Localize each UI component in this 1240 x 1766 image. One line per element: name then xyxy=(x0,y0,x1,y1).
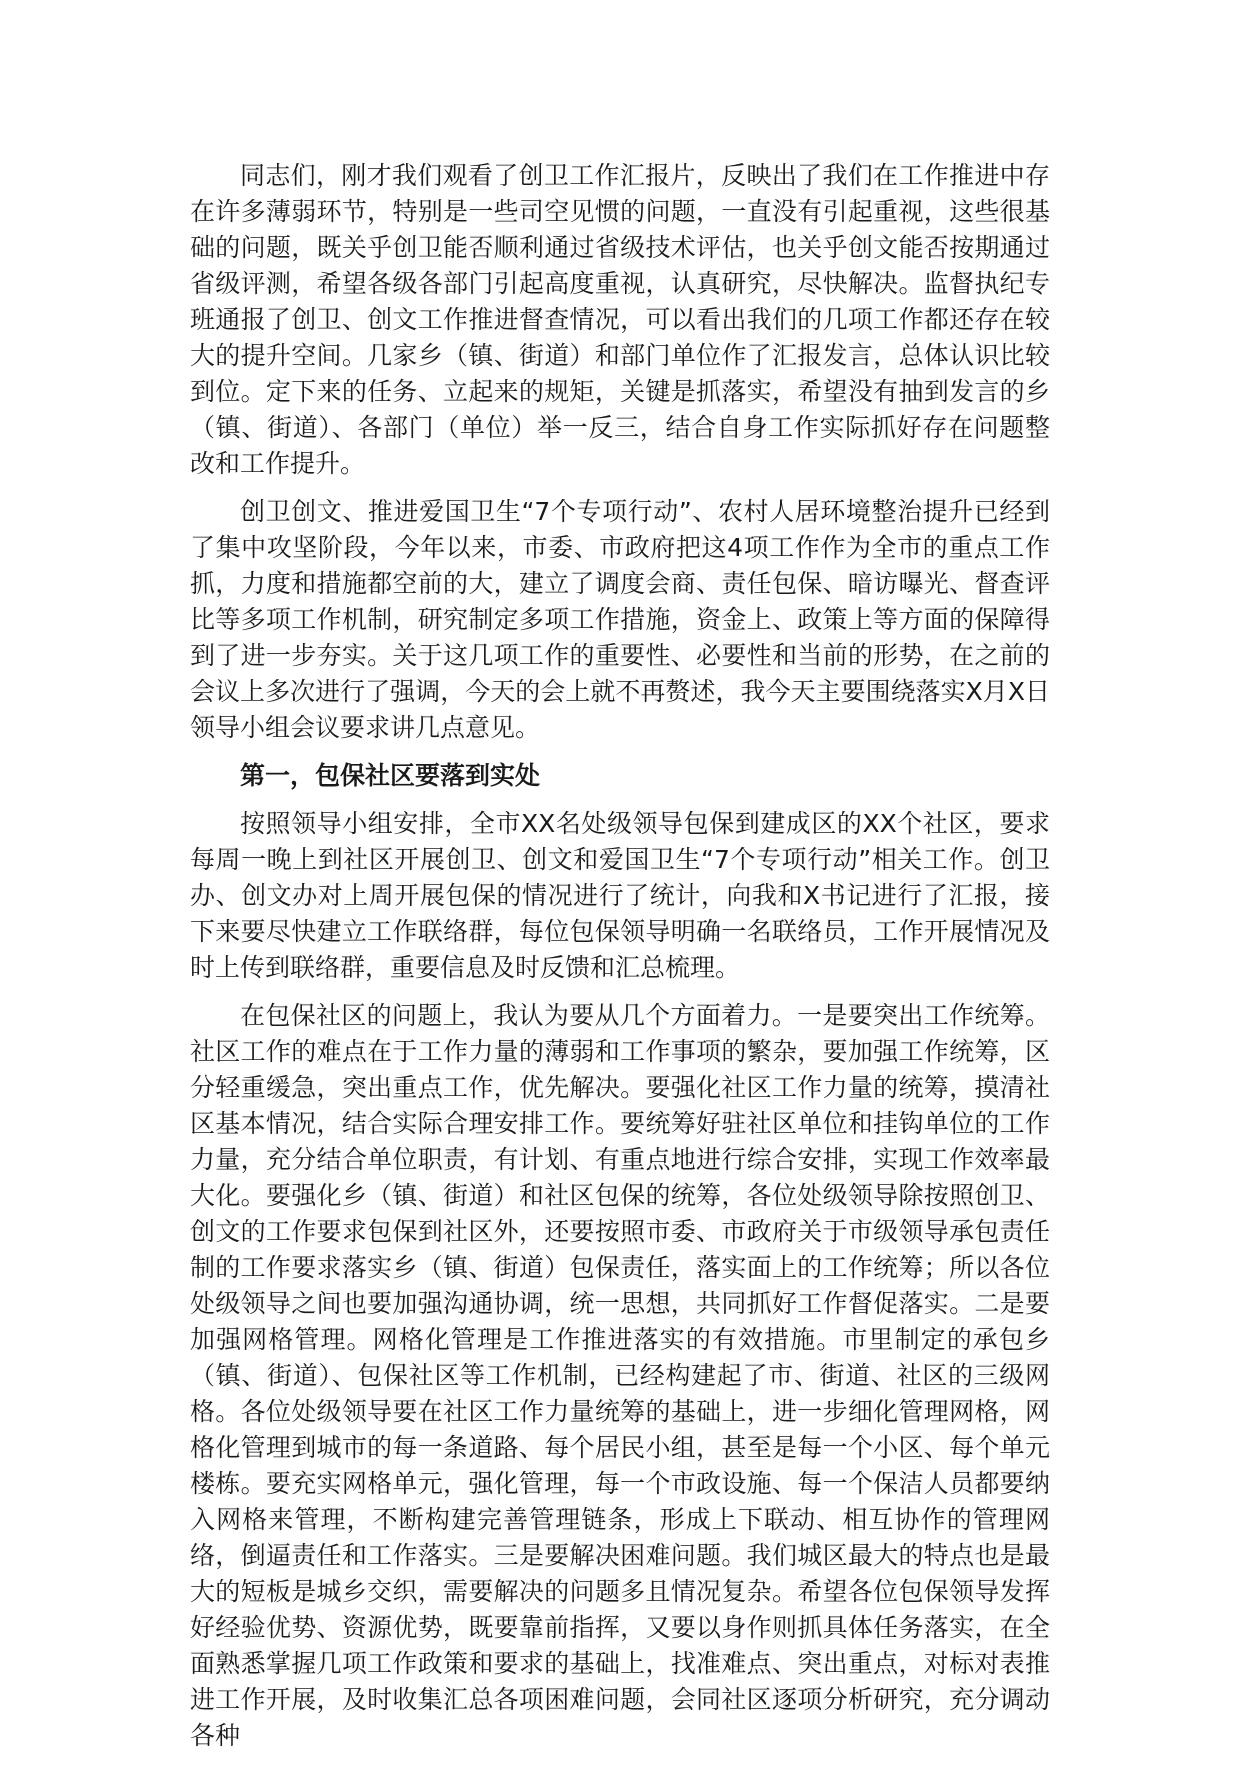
document-body xyxy=(190,158,1050,1766)
paragraph-background: 创卫创文、推进爱国卫生“7个专项行动”、农村人居环境整治提升已经到了集中攻坚阶段，今年以来，市委、市政府把这4项工作作为全市的重点工作抓，力度和措施都空前的大，建立了调度会商、责任包保、暗访曝光、督查评比等多项工作机制，研究制定多项工作措施，资金上、政策上等方面的保障得到了进一步夯实。关于这几项工作的重要性、必要性和当前的形势，在之前的会议上多次进行了强调，今天的会上就不再赘述，我今天主要围绕落实X月X日领导小组会议要求讲几点意见。 xyxy=(190,497,1050,742)
paragraph-arrangement: 按照领导小组安排，全市XX名处级领导包保到建成区的XX个社区，要求每周一晚上到社区开展创卫、创文和爱国卫生“7个专项行动”相关工作。创卫办、创文办对上周开展包保的情况进行了统计，向我和X书记进行了汇报，接下来要尽快建立工作联络群，每位包保领导明确一名联络员，工作开展情况及时上传到联络群，重要信息及时反馈和汇总梳理。 xyxy=(190,809,1050,982)
section-heading-1: 第一，包保社区要落到实处 xyxy=(240,761,541,790)
paragraph-opening: 同志们，刚才我们观看了创卫工作汇报片，反映出了我们在工作推进中存在许多薄弱环节，特别是一些司空见惯的问题，一直没有引起重视，这些很基础的问题，既关乎创卫能否顺利通过省级技术评估，也关乎创文能否按期通过省级评测，希望各级各部门引起高度重视，认真研究，尽快解决。监督执纪专班通报了创卫、创文工作推进督查情况，可以看出我们的几项工作都还存在较大的提升空间。几家乡（镇、街道）和部门单位作了汇报发言，总体认识比较到位。定下来的任务、立起来的规矩，关键是抓落实，希望没有抽到发言的乡（镇、街道）、各部门（单位）举一反三，结合自身工作实际抓好存在问题整改和工作提升。 xyxy=(190,161,1050,478)
paragraph-focus-points: 在包保社区的问题上，我认为要从几个方面着力。一是要突出工作统筹。社区工作的难点在于工作力量的薄弱和工作事项的繁杂，要加强工作统筹，区分轻重缓急，突出重点工作，优先解决。要强化社区工作力量的统筹，摸清社区基本情况，结合实际合理安排工作。要统筹好驻社区单位和挂钩单位的工作力量，充分结合单位职责，有计划、有重点地进行综合安排，实现工作效率最大化。要强化乡（镇、街道）和社区包保的统筹，各位处级领导除按照创卫、创文的工作要求包保到社区外，还要按照市委、市政府关于市级领导承包责任制的工作要求落实乡（镇、街道）包保责任，落实面上的工作统筹；所以各位处级领导之间也要加强沟通协调，统一思想，共同抓好工作督促落实。二是要加强网格管理。网格化管理是工作推进落实的有效措施。市里制定的承包乡（镇、街道）、包保社区等工作机制，已经构建起了市、街道、社区的三级网格。各位处级领导要在社区工作力量统筹的基础上，进一步细化管理网格，网格化管理到城市的每一条道路、每个居民小组，甚至是每一个小区、每个单元楼栋。要充实网格单元，强化管理，每一个市政设施、每一个保洁人员都要纳入网格来管理，不断构建完善管理链条，形成上下联动、相互协作的管理网络，倒逼责任和工作落实。三是要解决困难问题。我们城区最大的特点也是最大的短板是城乡交织，需要解决的问题多且情况复杂。希望各位包保领导发挥好经验优势、资源优势，既要靠前指挥，又要以身作则抓具体任务落实，在全面熟悉掌握几项工作政策和要求的基础上，找准难点、突出重点，对标对表推进工作开展，及时收集汇总各项困难问题，会同社区逐项分析研究，充分调动各种 xyxy=(190,1001,1050,1750)
